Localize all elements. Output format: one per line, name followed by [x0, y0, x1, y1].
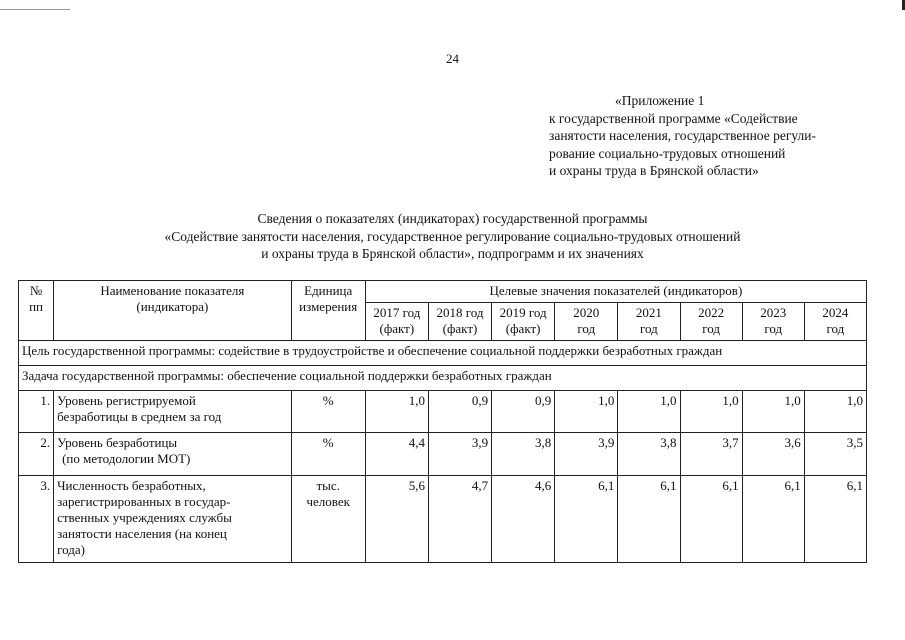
- header-text: (факт): [379, 321, 415, 336]
- value-cell: 6,1: [555, 476, 618, 563]
- appendix-line: «Приложение 1: [615, 93, 705, 108]
- value-cell: 4,7: [428, 476, 491, 563]
- table-row: [19, 476, 867, 563]
- header-text: 2023: [760, 305, 787, 320]
- appendix-line: и охраны труда в Брянской области»: [549, 163, 759, 178]
- row-number: 3.: [19, 476, 54, 563]
- value-cell: 3,8: [618, 433, 680, 476]
- unit-line: %: [322, 435, 334, 450]
- title-line: Сведения о показателях (индикаторах) государственной программы: [257, 211, 648, 226]
- appendix-line: к государственной программе «Содействие: [549, 110, 798, 126]
- value-cell: 1,0: [742, 391, 804, 433]
- value-cell: 1,0: [804, 391, 866, 433]
- header-year: [804, 303, 866, 341]
- appendix-line: занятости населения, государственное регули-: [549, 128, 816, 143]
- value-cell: 1,0: [618, 391, 680, 433]
- header-text: 2020: [573, 305, 600, 320]
- value-cell: 3,9: [428, 433, 491, 476]
- title-line: «Содействие занятости населения, государственное регулирование социально-трудовых отношений: [164, 228, 741, 244]
- header-name: [54, 281, 292, 341]
- header-targets: Целевые значения показателей (индикаторов): [365, 281, 866, 303]
- appendix-note: [549, 92, 816, 180]
- header-text: 2021: [635, 305, 662, 320]
- row-number: 1.: [19, 391, 54, 433]
- value-cell: 1,0: [365, 391, 428, 433]
- indicator-name: [54, 476, 292, 563]
- header-year: [428, 303, 491, 341]
- indicator-name-line: зарегистрированных в государ-: [57, 494, 231, 509]
- table-row: [19, 391, 867, 433]
- goal-text: Цель государственной программы: содействие в трудоустройстве и обеспечение социальной поддержки безработных граждан: [19, 341, 867, 366]
- indicator-name: [54, 391, 292, 433]
- row-number: 2.: [19, 433, 54, 476]
- value-cell: 0,9: [492, 391, 555, 433]
- header-row: [19, 281, 867, 303]
- unit-line: человек: [306, 494, 350, 509]
- indicator-name-line: занятости населения (на конец: [57, 526, 227, 541]
- value-cell: 5,6: [365, 476, 428, 563]
- value-cell: 1,0: [555, 391, 618, 433]
- value-cell: 1,0: [680, 391, 742, 433]
- appendix-line: рование социально-трудовых отношений: [549, 145, 786, 161]
- header-text: (факт): [442, 321, 478, 336]
- unit-cell: [291, 476, 365, 563]
- indicator-name-line: Численность безработных,: [57, 478, 206, 493]
- value-cell: 3,6: [742, 433, 804, 476]
- indicator-name-line: года): [57, 542, 85, 557]
- goal-row: [19, 341, 867, 366]
- indicator-name-line: безработицы в среднем за год: [57, 409, 222, 424]
- header-text: (факт): [505, 321, 541, 336]
- indicators-table: [18, 280, 867, 563]
- value-cell: 6,1: [618, 476, 680, 563]
- header-year: [618, 303, 680, 341]
- indicator-name-line: Уровень регистрируемой: [57, 393, 196, 408]
- indicator-name-line: ственных учреждениях службы: [57, 510, 232, 525]
- indicator-name-line: (по методологии МОТ): [62, 451, 191, 466]
- header-unit: [291, 281, 365, 341]
- value-cell: 3,7: [680, 433, 742, 476]
- value-cell: 3,9: [555, 433, 618, 476]
- indicator-name: [54, 433, 292, 476]
- document-title: [0, 210, 905, 263]
- header-text: Наименование показателя: [100, 283, 245, 298]
- page-number: 24: [446, 51, 459, 66]
- header-year: [742, 303, 804, 341]
- unit-line: %: [322, 393, 334, 408]
- task-row: [19, 366, 867, 391]
- value-cell: 6,1: [680, 476, 742, 563]
- header-text: измерения: [299, 299, 358, 314]
- value-cell: 6,1: [804, 476, 866, 563]
- header-text: Единица: [304, 283, 353, 298]
- header-text: год: [577, 321, 596, 336]
- header-text: 2022: [698, 305, 725, 320]
- header-text: 2018 год: [436, 305, 484, 320]
- header-text: год: [826, 321, 845, 336]
- header-year: [492, 303, 555, 341]
- header-year: [680, 303, 742, 341]
- value-cell: 0,9: [428, 391, 491, 433]
- header-year: [365, 303, 428, 341]
- value-cell: 3,5: [804, 433, 866, 476]
- scan-corner-line: [0, 9, 70, 10]
- header-text: год: [702, 321, 720, 336]
- value-cell: 6,1: [742, 476, 804, 563]
- header-text: пп: [29, 299, 43, 314]
- table-row: [19, 433, 867, 476]
- header-no: [19, 281, 54, 341]
- header-text: 2024: [822, 305, 849, 320]
- header-year: [555, 303, 618, 341]
- header-text: 2017 год: [373, 305, 421, 320]
- unit-line: тыс.: [316, 478, 340, 493]
- value-cell: 3,8: [492, 433, 555, 476]
- unit-cell: [291, 433, 365, 476]
- unit-cell: [291, 391, 365, 433]
- title-line: и охраны труда в Брянской области», подпрограмм и их значениях: [261, 246, 644, 261]
- value-cell: 4,4: [365, 433, 428, 476]
- header-text: год: [640, 321, 658, 336]
- value-cell: 4,6: [492, 476, 555, 563]
- task-text: Задача государственной программы: обеспечение социальной поддержки безработных граждан: [19, 366, 867, 391]
- header-text: №: [29, 283, 43, 298]
- header-text: 2019 год: [499, 305, 547, 320]
- header-text: (индикатора): [136, 299, 209, 314]
- header-text: год: [764, 321, 783, 336]
- indicator-name-line: Уровень безработицы: [57, 435, 178, 450]
